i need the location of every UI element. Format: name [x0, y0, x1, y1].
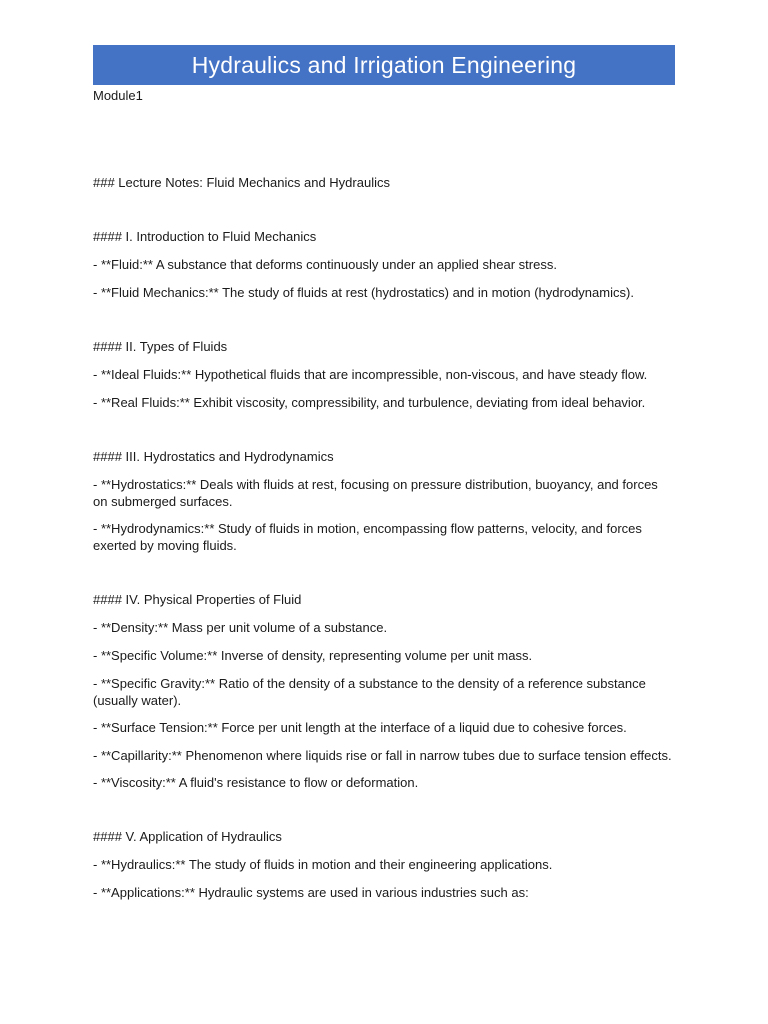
- list-item: - **Fluid Mechanics:** The study of fluids at rest (hydrostatics) and in motion (hydrodynamics).: [93, 285, 634, 300]
- section-heading: #### V. Application of Hydraulics: [93, 829, 282, 844]
- list-item: - **Surface Tension:** Force per unit length at the interface of a liquid due to cohesive forces.: [93, 720, 627, 735]
- section-heading: #### II. Types of Fluids: [93, 339, 228, 354]
- list-item: - **Applications:** Hydraulic systems are used in various industries such as:: [93, 885, 529, 900]
- document-title: Hydraulics and Irrigation Engineering: [191, 51, 577, 78]
- list-item: - **Hydrodynamics:** Study of fluids in motion, encompassing flow patterns, velocity, and forces exerted by moving fluids.: [93, 521, 642, 553]
- section-heading: #### I. Introduction to Fluid Mechanics: [93, 229, 317, 244]
- lecture-notes-title: ### Lecture Notes: Fluid Mechanics and Hydraulics: [93, 175, 390, 190]
- title-banner: [93, 45, 675, 85]
- section-heading: #### IV. Physical Properties of Fluid: [93, 592, 302, 607]
- list-item: - **Specific Gravity:** Ratio of the density of a substance to the density of a reference substance (usually water).: [93, 676, 646, 708]
- list-item: - **Hydrostatics:** Deals with fluids at rest, focusing on pressure distribution, buoyancy, and forces on submerged surfaces.: [93, 477, 658, 509]
- section-heading: #### III. Hydrostatics and Hydrodynamics: [93, 449, 334, 464]
- module-label: Module1: [93, 88, 143, 103]
- list-item: - **Density:** Mass per unit volume of a substance.: [93, 620, 388, 635]
- list-item: - **Ideal Fluids:** Hypothetical fluids that are incompressible, non-viscous, and have steady flow.: [93, 367, 648, 382]
- list-item: - **Capillarity:** Phenomenon where liquids rise or fall in narrow tubes due to surface tension effects.: [93, 748, 672, 763]
- lecture-notes-body: [93, 174, 675, 901]
- list-item: - **Viscosity:** A fluid's resistance to flow or deformation.: [93, 775, 419, 790]
- list-item: - **Real Fluids:** Exhibit viscosity, compressibility, and turbulence, deviating from ideal behavior.: [93, 395, 646, 410]
- list-item: - **Specific Volume:** Inverse of density, representing volume per unit mass.: [93, 648, 533, 663]
- list-item: - **Fluid:** A substance that deforms continuously under an applied shear stress.: [93, 257, 557, 272]
- list-item: - **Hydraulics:** The study of fluids in motion and their engineering applications.: [93, 857, 553, 872]
- document-page: [93, 45, 675, 901]
